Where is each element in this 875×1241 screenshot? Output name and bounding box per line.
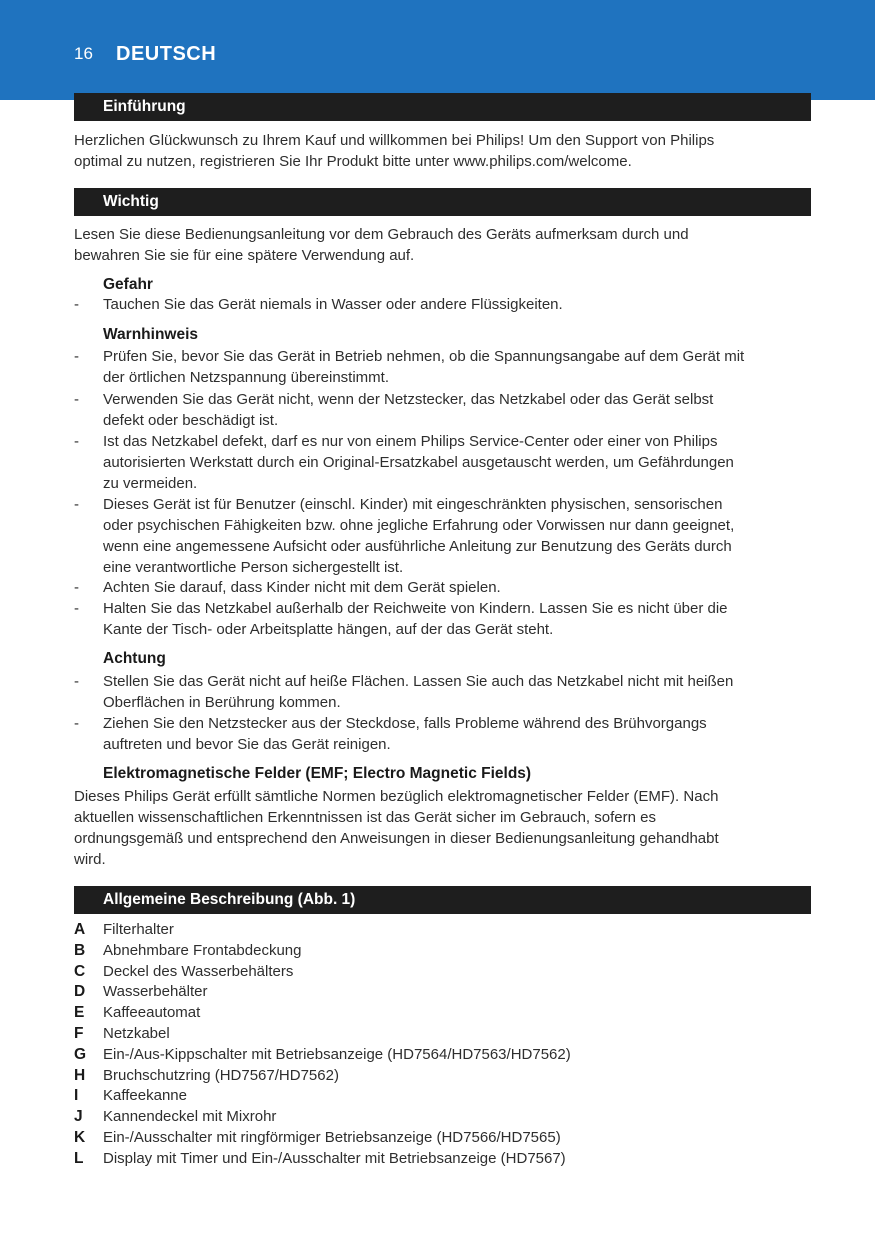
bullet-text: defekt oder beschädigt ist. bbox=[103, 412, 279, 429]
part-item bbox=[74, 1003, 810, 1024]
bullet-dash: - bbox=[74, 579, 79, 596]
part-label: Kaffeeautomat bbox=[103, 1004, 201, 1022]
part-label: Wasserbehälter bbox=[103, 983, 208, 1001]
bullet-text: Stellen Sie das Gerät nicht auf heiße Flächen. Lassen Sie auch das Netzkabel nicht mit heißen bbox=[103, 673, 734, 690]
bullet-text: Verwenden Sie das Gerät nicht, wenn der Netzstecker, das Netzkabel oder das Gerät selbst bbox=[103, 391, 714, 408]
parts-list bbox=[74, 920, 810, 1170]
header-band bbox=[0, 0, 875, 100]
bullet-item bbox=[74, 294, 810, 315]
part-item bbox=[74, 920, 810, 941]
part-label: Deckel des Wasserbehälters bbox=[103, 962, 294, 980]
bullet-dash: - bbox=[74, 673, 79, 690]
bullet-text: Oberflächen in Berührung kommen. bbox=[103, 694, 341, 711]
part-label: Ein-/Ausschalter mit ringförmiger Betriebsanzeige (HD7566/HD7565) bbox=[103, 1128, 561, 1146]
bullet-text: Kante der Tisch- oder Arbeitsplatte hängen, auf der das Gerät steht. bbox=[103, 621, 554, 638]
danger-heading: Gefahr bbox=[103, 276, 153, 293]
part-label: Filterhalter bbox=[103, 921, 174, 938]
text-line: aktuellen wissenschaftlichen Erkenntnissen ist das Gerät sicher im Gebrauch, sofern es bbox=[74, 809, 656, 826]
section-bar-einfuehrung: Einführung bbox=[74, 93, 811, 121]
text-line: bewahren Sie sie für eine spätere Verwendung auf. bbox=[74, 247, 415, 264]
text-line: optimal zu nutzen, registrieren Sie Ihr Produkt bitte unter www.philips.com/welcome. bbox=[74, 153, 632, 170]
part-letter: H bbox=[74, 1066, 86, 1084]
bullet-text: Achten Sie darauf, dass Kinder nicht mit dem Gerät spielen. bbox=[103, 579, 501, 596]
bullet-dash: - bbox=[74, 433, 79, 450]
emf-paragraph bbox=[74, 786, 809, 870]
bullet-dash: - bbox=[74, 715, 79, 732]
bullet-item bbox=[74, 713, 810, 755]
important-paragraph bbox=[74, 224, 809, 266]
bullet-dash: - bbox=[74, 348, 79, 365]
page-number: 16 bbox=[74, 44, 93, 63]
part-letter: C bbox=[74, 962, 86, 980]
part-letter: I bbox=[74, 1087, 79, 1105]
part-item bbox=[74, 982, 810, 1003]
bullet-dash: - bbox=[74, 496, 79, 513]
bullet-text: Prüfen Sie, bevor Sie das Gerät in Betrieb nehmen, ob die Spannungsangabe auf dem Gerät mit bbox=[103, 348, 745, 365]
part-letter: B bbox=[74, 941, 86, 959]
part-letter: J bbox=[74, 1108, 83, 1126]
part-letter: A bbox=[74, 921, 86, 938]
part-label: Netzkabel bbox=[103, 1024, 170, 1042]
bullet-text: autorisierten Werkstatt durch ein Original-Ersatzkabel ausgetauscht werden, um Gefährdungen bbox=[103, 454, 734, 471]
text-line: Dieses Philips Gerät erfüllt sämtliche Normen bezüglich elektromagnetischer Felder (EMF). Nach bbox=[74, 788, 719, 805]
part-item bbox=[74, 1086, 810, 1107]
bullet-text: auftreten und bevor Sie das Gerät reinigen. bbox=[103, 736, 391, 753]
part-item bbox=[74, 1128, 810, 1149]
part-item bbox=[74, 1149, 810, 1170]
bullet-text: oder psychischen Fähigkeiten bzw. ohne jegliche Erfahrung oder Vorwissen nur dann geeignet, bbox=[103, 517, 735, 534]
bullet-item bbox=[74, 577, 810, 598]
bullet-text: wenn eine angemessene Aufsicht oder ausführliche Anleitung zur Benutzung des Geräts durch bbox=[103, 538, 732, 555]
part-label: Bruchschutzring (HD7567/HD7562) bbox=[103, 1066, 339, 1084]
bullet-dash: - bbox=[74, 391, 79, 408]
emf-heading: Elektromagnetische Felder (EMF; Electro Magnetic Fields) bbox=[103, 765, 532, 782]
intro-paragraph bbox=[74, 130, 809, 172]
bullet-item bbox=[74, 346, 810, 388]
part-letter: E bbox=[74, 1004, 85, 1022]
text-line: wird. bbox=[74, 851, 106, 868]
bullet-dash: - bbox=[74, 600, 79, 617]
bullet-item bbox=[74, 389, 810, 431]
bullet-item bbox=[74, 431, 810, 494]
part-item bbox=[74, 941, 810, 962]
bullet-item bbox=[74, 598, 810, 640]
bullet-text: Ziehen Sie den Netzstecker aus der Steckdose, falls Probleme während des Brühvorgangs bbox=[103, 715, 707, 732]
part-item bbox=[74, 1066, 810, 1087]
bullet-text: eine verantwortliche Person sichergestellt ist. bbox=[103, 559, 404, 576]
text-line: Herzlichen Glückwunsch zu Ihrem Kauf und willkommen bei Philips! Um den Support von Philips bbox=[74, 132, 715, 149]
bullet-dash: - bbox=[74, 296, 79, 313]
caution-heading: Achtung bbox=[103, 650, 166, 667]
part-letter: G bbox=[74, 1045, 87, 1063]
section-bar-beschreibung: Allgemeine Beschreibung (Abb. 1) bbox=[74, 886, 811, 914]
language-title: DEUTSCH bbox=[116, 43, 217, 65]
part-label: Kannendeckel mit Mixrohr bbox=[103, 1108, 277, 1126]
bullet-text: zu vermeiden. bbox=[103, 475, 198, 492]
part-label: Kaffeekanne bbox=[103, 1087, 187, 1105]
part-item bbox=[74, 1107, 810, 1128]
text-line: Lesen Sie diese Bedienungsanleitung vor dem Gebrauch des Geräts aufmerksam durch und bbox=[74, 226, 689, 243]
section-bar-wichtig: Wichtig bbox=[74, 188, 811, 216]
bullet-item bbox=[74, 671, 810, 713]
bullet-text: Tauchen Sie das Gerät niemals in Wasser oder andere Flüssigkeiten. bbox=[103, 296, 563, 313]
bullet-text: Dieses Gerät ist für Benutzer (einschl. Kinder) mit eingeschränkten physischen, sensorischen bbox=[103, 496, 723, 513]
part-item bbox=[74, 1045, 810, 1066]
part-letter: K bbox=[74, 1128, 86, 1146]
bullet-text: Halten Sie das Netzkabel außerhalb der Reichweite von Kindern. Lassen Sie es nicht über die bbox=[103, 600, 728, 617]
part-label: Ein-/Aus-Kippschalter mit Betriebsanzeige (HD7564/HD7563/HD7562) bbox=[103, 1045, 571, 1063]
bullet-text: der örtlichen Netzspannung übereinstimmt. bbox=[103, 369, 389, 386]
part-item bbox=[74, 962, 810, 983]
text-line: ordnungsgemäß und entsprechend den Anweisungen in dieser Bedienungsanleitung gehandhabt bbox=[74, 830, 719, 847]
part-label: Abnehmbare Frontabdeckung bbox=[103, 941, 302, 959]
part-letter: D bbox=[74, 983, 86, 1001]
part-letter: F bbox=[74, 1024, 84, 1042]
part-item bbox=[74, 1024, 810, 1045]
part-letter: L bbox=[74, 1149, 84, 1167]
bullet-text: Ist das Netzkabel defekt, darf es nur von einem Philips Service-Center oder einer von Philips bbox=[103, 433, 718, 450]
part-label: Display mit Timer und Ein-/Ausschalter mit Betriebsanzeige (HD7567) bbox=[103, 1149, 566, 1167]
bullet-item bbox=[74, 494, 810, 578]
warning-heading: Warnhinweis bbox=[103, 326, 199, 343]
